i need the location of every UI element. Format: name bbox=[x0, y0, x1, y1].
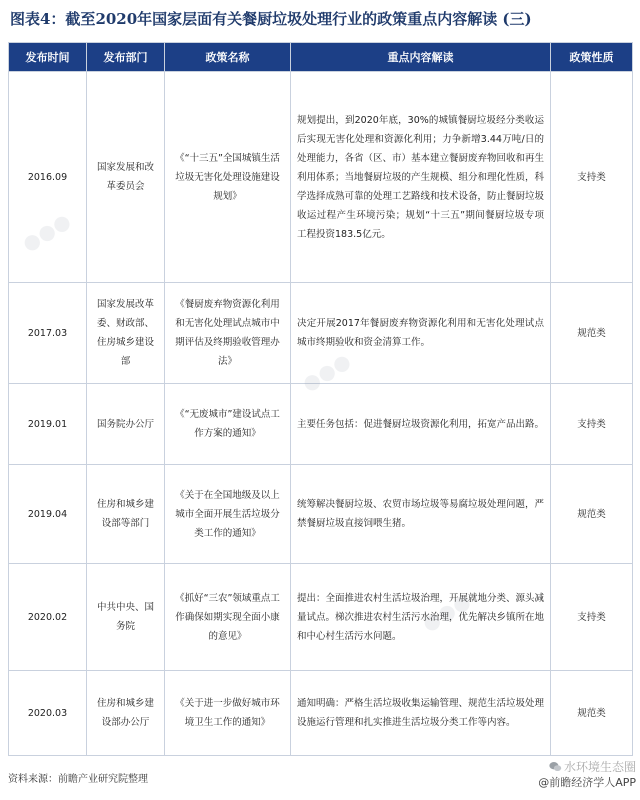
source-note: 资料来源：前瞻产业研究院整理 bbox=[8, 774, 148, 785]
cell-nature: 支持类 bbox=[551, 564, 633, 671]
cell-date: 2017.03 bbox=[9, 283, 87, 384]
table-row bbox=[9, 564, 633, 671]
cell-dept: 住房和城乡建设部等部门 bbox=[87, 465, 165, 564]
wechat-icon bbox=[549, 760, 562, 773]
background-watermark-icon: ●●● bbox=[297, 347, 355, 397]
header-name: 政策名称 bbox=[165, 43, 291, 72]
table-row bbox=[9, 671, 633, 756]
cell-nature: 规范类 bbox=[551, 671, 633, 756]
header-date: 发布时间 bbox=[9, 43, 87, 72]
table-header-row bbox=[9, 43, 633, 72]
header-nature: 政策性质 bbox=[551, 43, 633, 72]
cell-dept: 住房和城乡建设部办公厅 bbox=[87, 671, 165, 756]
cell-dept: 国家发展改革委、财政部、住房城乡建设部 bbox=[87, 283, 165, 384]
table-row bbox=[9, 72, 633, 283]
header-dept: 发布部门 bbox=[87, 43, 165, 72]
cell-key-points: 主要任务包括：促进餐厨垃圾资源化利用，拓宽产品出路。 bbox=[291, 384, 551, 465]
cell-policy-name: 《抓好“三农”领域重点工作确保如期实现全面小康的意见》 bbox=[165, 564, 291, 671]
table-row bbox=[9, 465, 633, 564]
background-watermark-icon: ●●● bbox=[17, 207, 75, 257]
cell-key-points: 决定开展2017年餐厨废弃物资源化利用和无害化处理试点城市终期验收和资金清算工作。 bbox=[291, 283, 551, 384]
watermark-account-text: 水环境生态圈 bbox=[563, 760, 636, 774]
table-row bbox=[9, 283, 633, 384]
cell-key-points: 提出：全面推进农村生活垃圾治理，开展就地分类、源头减量试点。梯次推进农村生活污水治理，优先解决乡镇所在地和中心村生活污水问题。 bbox=[291, 564, 551, 671]
cell-dept: 中共中央、国务院 bbox=[87, 564, 165, 671]
cell-nature: 规范类 bbox=[551, 465, 633, 564]
cell-key-points: 通知明确：严格生活垃圾收集运输管理、规范生活垃圾处理设施运行管理和扎实推进生活垃圾分类工作等内容。 bbox=[291, 671, 551, 756]
cell-nature: 规范类 bbox=[551, 283, 633, 384]
table-row bbox=[9, 384, 633, 465]
cell-key-points: 统筹解决餐厨垃圾、农贸市场垃圾等易腐垃圾处理问题，严禁餐厨垃圾直接饲喂生猪。 bbox=[291, 465, 551, 564]
page-title: 图表4：截至2020年国家层面有关餐厨垃圾处理行业的政策重点内容解读 (三) bbox=[10, 10, 532, 28]
cell-policy-name: 《“十三五”全国城镇生活垃圾无害化处理设施建设规划》 bbox=[165, 72, 291, 283]
background-watermark-icon: ●●● bbox=[417, 587, 475, 637]
cell-nature: 支持类 bbox=[551, 72, 633, 283]
cell-dept: 国务院办公厅 bbox=[87, 384, 165, 465]
cell-nature: 支持类 bbox=[551, 384, 633, 465]
cell-policy-name: 《餐厨废弃物资源化利用和无害化处理试点城市中期评估及终期验收管理办法》 bbox=[165, 283, 291, 384]
cell-date: 2016.09 bbox=[9, 72, 87, 283]
cell-policy-name: 《“无废城市”建设试点工作方案的通知》 bbox=[165, 384, 291, 465]
watermark bbox=[512, 760, 636, 790]
cell-date: 2019.01 bbox=[9, 384, 87, 465]
cell-dept: 国家发展和改革委员会 bbox=[87, 72, 165, 283]
cell-key-points: 规划提出，到2020年底，30%的城镇餐厨垃圾经分类收运后实现无害化处理和资源化利用；力争新增3.44万吨/日的处理能力，各省（区、市）基本建立餐厨废弃物回收和再生利用体系；当地餐厨垃圾的产生规模、组分和理化性质，科学选择成熟可靠的处理工艺路线和技术设备，防止餐厨垃圾收运过程产生环境污染；规划“十三五”期间餐厨垃圾专项工程投资183.5亿元。 bbox=[291, 72, 551, 283]
cell-policy-name: 《关于进一步做好城市环境卫生工作的通知》 bbox=[165, 671, 291, 756]
policy-table bbox=[8, 42, 633, 756]
cell-policy-name: 《关于在全国地级及以上城市全面开展生活垃圾分类工作的通知》 bbox=[165, 465, 291, 564]
cell-date: 2019.04 bbox=[9, 465, 87, 564]
header-points: 重点内容解读 bbox=[291, 43, 551, 72]
watermark-app-text: @前瞻经济学人APP bbox=[538, 776, 636, 789]
cell-date: 2020.02 bbox=[9, 564, 87, 671]
watermark-account bbox=[512, 760, 636, 775]
cell-date: 2020.03 bbox=[9, 671, 87, 756]
